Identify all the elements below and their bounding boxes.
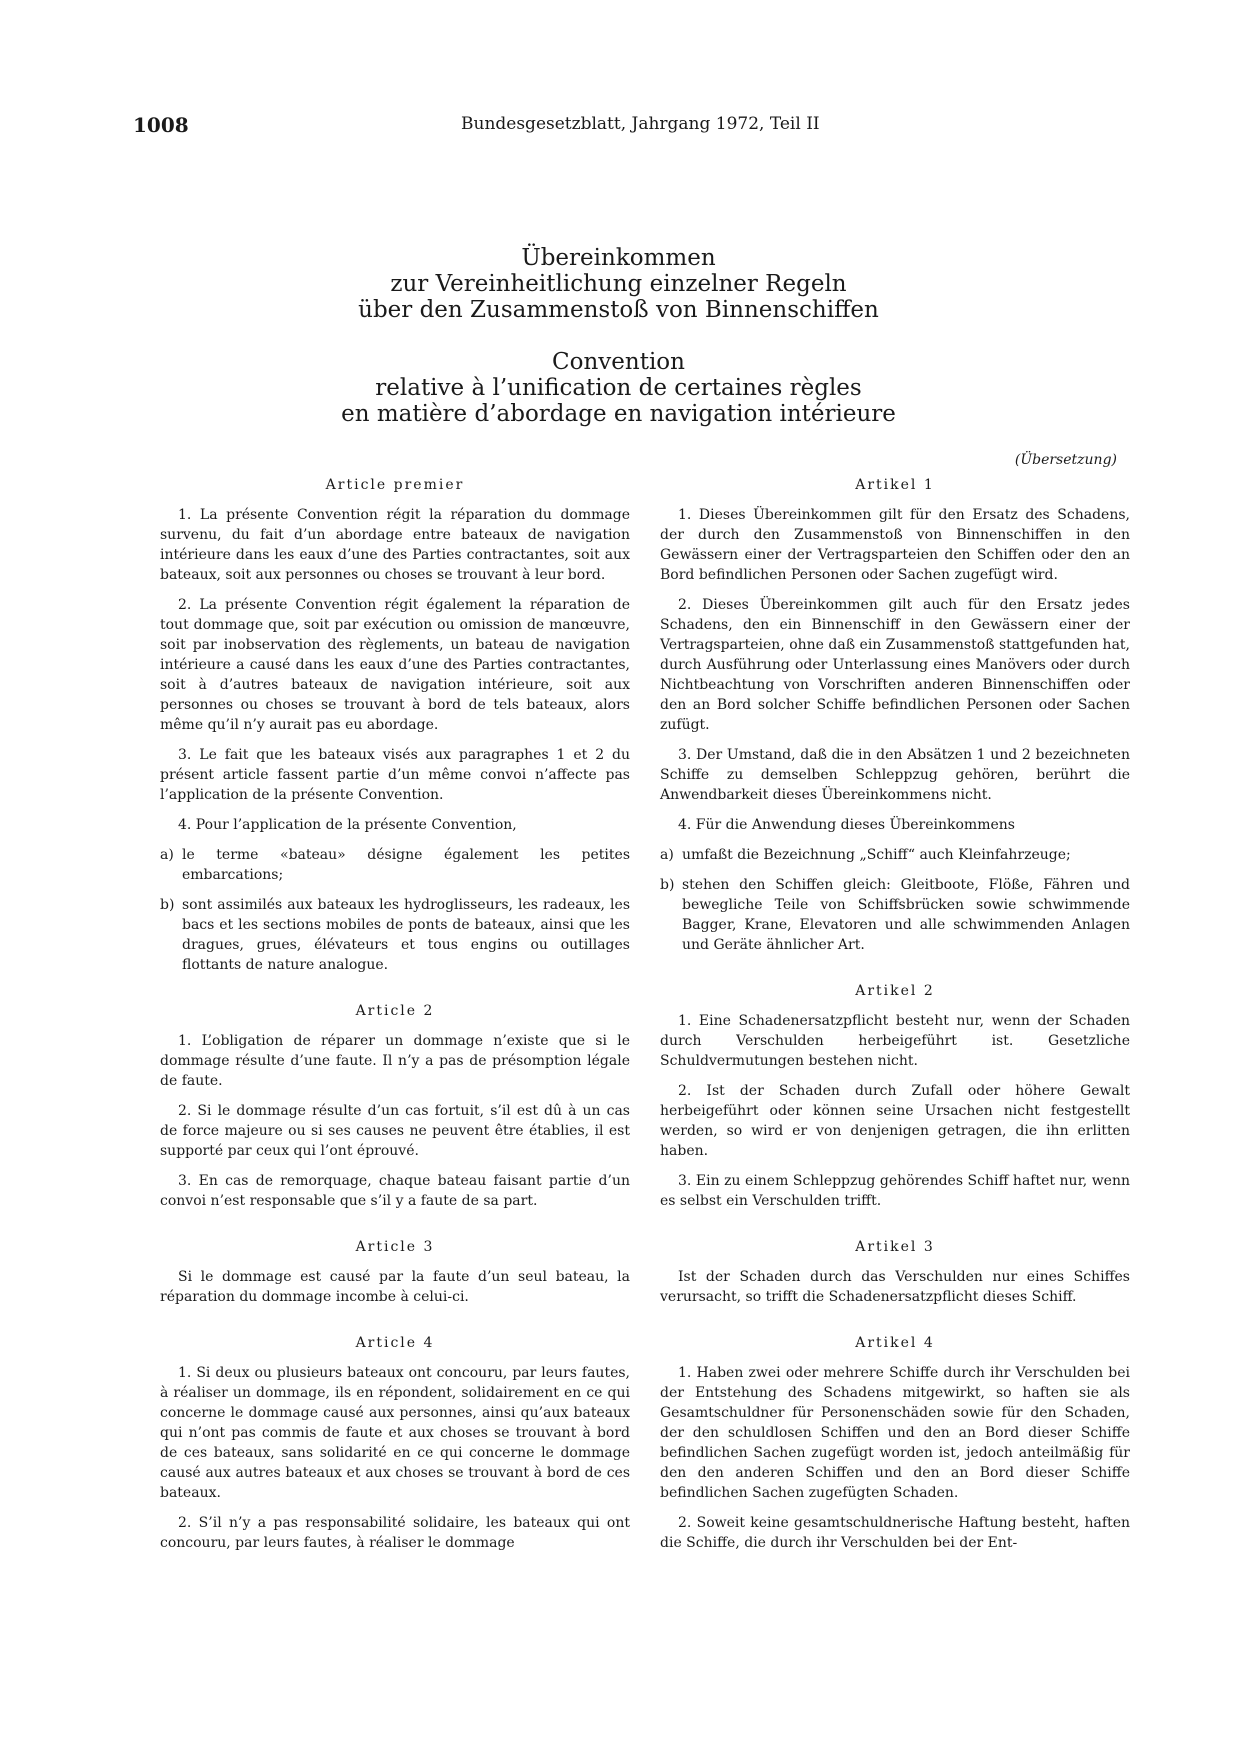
- list-item-label: a): [660, 847, 674, 863]
- article-paragraph: 1. La présente Convention régit la réparation du dommage survenu, du fait d’un abordage entre bateaux de navigation intérieure dans les eaux d’une des Parties contractantes, soit aux bateaux, soit aux personnes ou choses se trouvant à leur bord.: [160, 507, 630, 583]
- article-title: Artikel 1: [855, 477, 935, 493]
- article-paragraph: 3. Ein zu einem Schleppzug gehörendes Schiff haftet nur, wenn es selbst ein Verschulden trifft.: [660, 1173, 1130, 1209]
- article-paragraph: 1. L’obligation de réparer un dommage n’existe que si le dommage résulte d’une faute. Il n’y a pas de présomption légale de faute.: [160, 1033, 630, 1089]
- article-paragraph: 4. Pour l’application de la présente Convention,: [178, 817, 517, 833]
- german-column: [660, 475, 1130, 1579]
- article-paragraph: 2. Ist der Schaden durch Zufall oder höhere Gewalt herbeigeführt oder können seine Ursachen nicht festgestellt werden, so wird er von denjenigen getragen, die ihn erlitten haben.: [660, 1083, 1130, 1159]
- article-paragraph: 1. Si deux ou plusieurs bateaux ont concouru, par leurs fautes, à réaliser un dommage, ils en répondent, solidairement en ce qui concerne le dommage causé aux personnes, ainsi qu’aux bateaux qui n’ont pas commis de faute et aux choses se trouvant à bord de ces bateaux, sans solidarité en ce qui concerne le dommage causé aux autres bateaux et aux choses se trouvant à bord de ces bateaux.: [160, 1365, 630, 1501]
- list-item-text: umfaßt die Bezeichnung „Schiff“ auch Kleinfahrzeuge;: [682, 847, 1071, 863]
- list-item: [160, 845, 630, 885]
- list-item-label: b): [160, 897, 175, 913]
- article-section: [160, 1333, 630, 1553]
- article-title: Article premier: [325, 477, 465, 493]
- article-title: Artikel 3: [855, 1239, 935, 1255]
- list-item-label: a): [160, 847, 174, 863]
- article-paragraph: 3. En cas de remorquage, chaque bateau faisant partie d’un convoi n’est responsable que s’il y a faute de sa part.: [160, 1173, 630, 1209]
- article-paragraph: 1. Dieses Übereinkommen gilt für den Ersatz des Schadens, der durch den Zusammenstoß von Binnenschiffen in den Gewässern einer der Vertragsparteien den Schiffen oder den an Bord befindlichen Personen oder Sachen zugefügt wird.: [660, 507, 1130, 583]
- article-paragraph: 3. Der Umstand, daß die in den Absätzen 1 und 2 bezeichneten Schiffe zu demselben Schleppzug gehören, berührt die Anwendbarkeit dieses Übereinkommens nicht.: [660, 747, 1130, 803]
- translation-note: (Übersetzung): [1014, 452, 1117, 468]
- page-number: 1008: [133, 113, 189, 137]
- article-paragraph: 3. Le fait que les bateaux visés aux paragraphes 1 et 2 du présent article fassent partie d’un même convoi n’affecte pas l’application de la présente Convention.: [160, 747, 630, 803]
- article-paragraph: Ist der Schaden durch das Verschulden nur eines Schiffes verursacht, so trifft die Schadenersatzpflicht dieses Schiff.: [660, 1269, 1130, 1305]
- list-item-text: sont assimilés aux bateaux les hydroglisseurs, les radeaux, les bacs et les sections mobiles de ponts de bateaux, ainsi que les dragues, grues, élévateurs et tous engins ou outillages flottants de nature analogue.: [182, 897, 630, 973]
- title-de-line-1: Übereinkommen: [521, 245, 716, 271]
- article-section: [160, 475, 630, 975]
- document-titles: [0, 245, 1237, 427]
- french-column: [160, 475, 630, 1579]
- article-paragraph: 2. Dieses Übereinkommen gilt auch für den Ersatz jedes Schadens, den ein Binnenschiff in den Gewässern einer der Vertragsparteien, ohne daß ein Zusammenstoß stattgefunden hat, durch Ausführung oder Unterlassung eines Manövers oder durch Nichtbeachtung von Vorschriften anderen Binnenschiffen oder den an Bord solcher Schiffe befindlichen Personen oder Sachen zufügt.: [660, 597, 1130, 733]
- article-section: [660, 475, 1130, 955]
- article-paragraph: Si le dommage est causé par la faute d’un seul bateau, la réparation du dommage incombe à celui-ci.: [160, 1269, 630, 1305]
- title-de-line-3: über den Zusammenstoß von Binnenschiffen: [358, 297, 879, 323]
- article-paragraph: 4. Für die Anwendung dieses Übereinkommens: [678, 817, 1015, 833]
- article-section: [660, 981, 1130, 1211]
- title-fr-line-1: Convention: [552, 349, 685, 375]
- journal-title: Bundesgesetzblatt, Jahrgang 1972, Teil II: [461, 114, 820, 134]
- article-section: [660, 1237, 1130, 1307]
- article-title: Artikel 2: [855, 983, 935, 999]
- article-section: [160, 1237, 630, 1307]
- list-item: [660, 875, 1130, 955]
- article-paragraph: 2. S’il n’y a pas responsabilité solidaire, les bateaux qui ont concouru, par leurs fautes, à réaliser le dommage: [160, 1515, 630, 1551]
- article-title: Article 3: [355, 1239, 435, 1255]
- article-paragraph: 1. Eine Schadenersatzpflicht besteht nur, wenn der Schaden durch Verschulden herbeigeführt ist. Gesetzliche Schuldvermutungen bestehen nicht.: [660, 1013, 1130, 1069]
- article-paragraph: 1. Haben zwei oder mehrere Schiffe durch ihr Verschulden bei der Entstehung des Schadens mitgewirkt, so haften sie als Gesamtschuldner für Personenschäden sowie für den Schaden, der den schuldlosen Schiffen und den an Bord dieser Schiffe befindlichen Sachen zugefügt worden ist, jedoch anteilmäßig für den den anderen Schiffen und den an Bord dieser Schiffe befindlichen Sachen zugefügten Schaden.: [660, 1365, 1130, 1501]
- list-item: [160, 895, 630, 975]
- article-paragraph: 2. Si le dommage résulte d’un cas fortuit, s’il est dû à un cas de force majeure ou si ses causes ne peuvent être établies, il est supporté par ceux qui l’ont éprouvé.: [160, 1103, 630, 1159]
- article-section: [660, 1333, 1130, 1553]
- article-paragraph: 2. La présente Convention régit également la réparation de tout dommage que, soit par exécution ou omission de manœuvre, soit par inobservation des règlements, un bateau de navigation intérieure a causé dans les eaux d’une des Parties contractantes, soit à d’autres bateaux de navigation intérieure, soit aux personnes ou choses se trouvant à bord de tels bateaux, alors même qu’il n’y aurait pas eu abordage.: [160, 597, 630, 733]
- title-fr-line-3: en matière d’abordage en navigation intérieure: [341, 401, 896, 427]
- list-item-text: le terme «bateau» désigne également les petites embarcations;: [182, 847, 630, 883]
- list-item: [660, 845, 1130, 865]
- article-title: Artikel 4: [855, 1335, 935, 1351]
- title-de-line-2: zur Vereinheitlichung einzelner Regeln: [390, 271, 847, 297]
- article-title: Article 4: [355, 1335, 435, 1351]
- title-fr-line-2: relative à l’unification de certaines règles: [375, 375, 862, 401]
- article-title: Article 2: [355, 1003, 435, 1019]
- article-paragraph: 2. Soweit keine gesamtschuldnerische Haftung besteht, haften die Schiffe, die durch ihr Verschulden bei der Ent-: [660, 1515, 1130, 1551]
- article-section: [160, 1001, 630, 1211]
- list-item-text: stehen den Schiffen gleich: Gleitboote, Flöße, Fähren und bewegliche Teile von Schiffsbrücken sowie schwimmende Bagger, Krane, Elevatoren und alle schwimmenden Anlagen und Geräte ähnlicher Art.: [682, 877, 1130, 953]
- list-item-label: b): [660, 877, 675, 893]
